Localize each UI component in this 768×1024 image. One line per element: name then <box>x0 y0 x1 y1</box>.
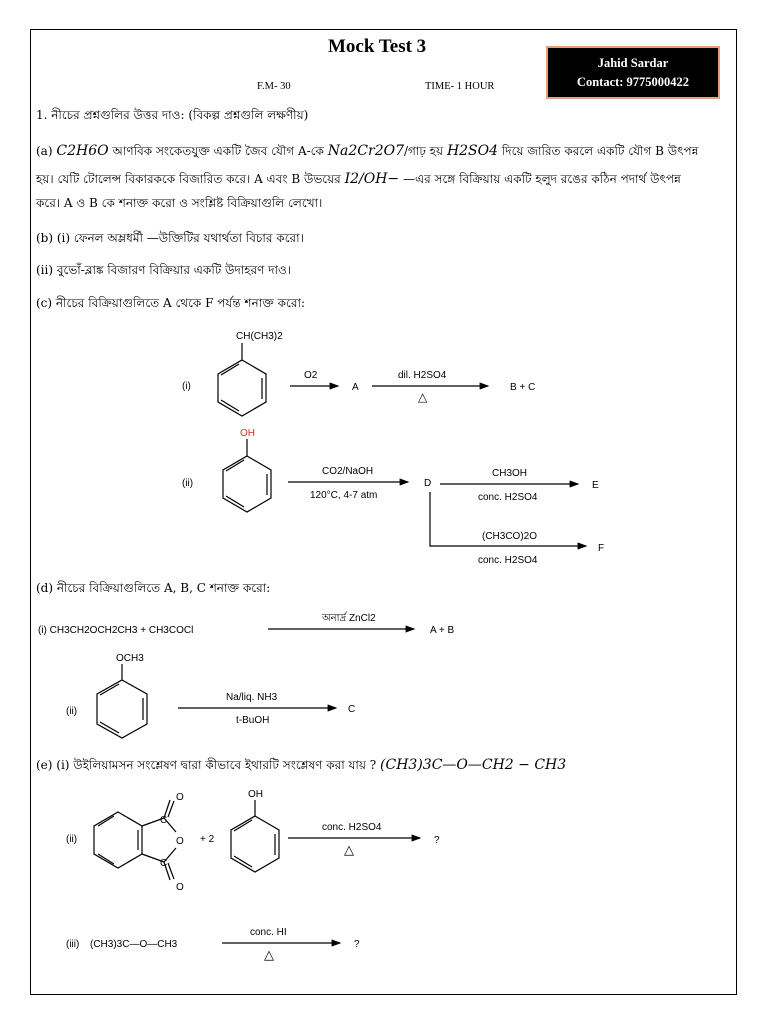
c-ii-reagent-acetic-anhydride: (CH3CO)2O <box>482 531 538 542</box>
c-i-product-a: A <box>352 382 359 393</box>
c-ii-reagent-ch3oh: CH3OH <box>492 468 528 479</box>
question-e-i-text: (e) (i) উইলিয়ামসন সংশ্লেষণ দ্বারা কীভাবে ইথারটি সংশ্লেষণ করা যায় ? <box>36 758 377 772</box>
question-1-heading: 1. নীচের প্রশ্নগুলির উত্তর দাও: (বিকল্প প্রশ্নগুলি লক্ষণীয়) <box>36 108 309 122</box>
anhydride-oxygen-bottom: O <box>176 882 184 893</box>
question-b-ii: (ii) বুভোঁ-ব্লাঙ্ক বিজারণ বিক্রিয়ার একটি উদাহরণ দাও। <box>36 263 292 277</box>
d-ii-label: (ii) <box>66 706 78 717</box>
benzene-ring-phenol-e <box>231 800 279 872</box>
e-iii-product-unknown: ? <box>354 939 360 950</box>
formula-iodoform-reagent: I2/OH− <box>344 171 400 187</box>
question-a-line2-start: হয়। যেটি টোলেন্স বিকারককে বিজারিত করে। A এবং B উভয়ের <box>36 172 341 186</box>
formula-ether: (CH3)3C—O—CH2 − CH3 <box>380 757 567 773</box>
anhydride-oxygen-ring: O <box>176 836 184 847</box>
contact-phone: Contact: 9775000422 <box>576 75 690 89</box>
c-ii-condition-temp: 120°C, 4-7 atm <box>310 490 378 501</box>
d-ii-product-c: C <box>348 704 356 715</box>
formula-c2h6o: C2H6O <box>56 143 109 159</box>
heat-symbol-e-ii: △ <box>344 842 354 857</box>
heat-symbol-c-i: △ <box>418 390 428 404</box>
c-ii-reagent-co2-naoh: CO2/NaOH <box>322 466 374 477</box>
c-ii-product-e: E <box>592 480 599 491</box>
anisole-substituent: OCH3 <box>116 653 144 664</box>
c-ii-product-f: F <box>598 543 605 554</box>
question-a-line3: করে। A ও B কে শনাক্ত করো ও সংশ্লিষ্ট বিক্রিয়াগুলি লেখো। <box>36 196 323 210</box>
phenol-oh-label: OH <box>240 428 255 439</box>
formula-na2cr2o7: Na2Cr2O7 <box>327 143 404 159</box>
d-i-products-ab: A + B <box>430 625 455 636</box>
formula-h2so4: H2SO4 <box>446 143 499 159</box>
contact-name: Jahid Sardar <box>597 56 669 70</box>
c-i-reagent-o2: O2 <box>304 370 318 381</box>
c-i-products-bc: B + C <box>510 382 536 393</box>
e-ii-phenol-oh: OH <box>248 789 263 800</box>
question-a-text1: আণবিক সংকেতযুক্ত একটি জৈব যৌগ A-কে <box>112 144 324 158</box>
time-limit: TIME- 1 HOUR <box>425 81 495 92</box>
c-ii-label: (ii) <box>182 478 194 489</box>
question-c: (c) নীচের বিক্রিয়াগুলিতে A থেকে F পর্যন্ত শনাক্ত করো: <box>36 296 305 310</box>
benzene-ring-phenol <box>223 439 271 512</box>
e-iii-reactant: (CH3)3C—O—CH3 <box>90 939 178 950</box>
c-ii-reagent-conc-h2so4-1: conc. H2SO4 <box>478 492 538 503</box>
e-iii-label: (iii) <box>66 939 80 950</box>
anhydride-oxygen-top: O <box>176 792 184 803</box>
benzene-ring-anisole <box>97 664 147 738</box>
question-a-text3: দিয়ে জারিত করলে একটি যৌগ B উৎপন্ন <box>501 144 699 158</box>
c-i-label: (i) <box>182 381 191 392</box>
e-ii-reagent-conc-h2so4: conc. H2SO4 <box>322 822 382 833</box>
question-b-i: (b) (i) ফেনল অম্লধর্মী —উক্তিটির যথার্থতা বিচার করো। <box>36 231 304 245</box>
full-marks: F.M- 30 <box>257 81 291 92</box>
question-d: (d) নীচের বিক্রিয়াগুলিতে A, B, C শনাক্ত করো: <box>36 581 271 595</box>
anhydride-carbon-top: C <box>160 815 168 826</box>
cumene-substituent: CH(CH3)2 <box>236 331 283 342</box>
c-i-reagent-dil-h2so4: dil. H2SO4 <box>398 370 447 381</box>
e-ii-product-unknown: ? <box>434 835 440 846</box>
page-title: Mock Test 3 <box>328 36 427 57</box>
d-i-reactants: (i) CH3CH2OCH2CH3 + CH3COCl <box>38 625 194 636</box>
question-a-text2: /গাঢ় হয় <box>403 144 444 158</box>
d-i-reagent-zncl2: অনার্দ্র ZnCl2 <box>322 613 376 624</box>
question-a-line2-end: —এর সঙ্গে বিক্রিয়ায় একটি হলুদ রঙের কঠিন পদার্থ উৎপন্ন <box>403 172 681 186</box>
anhydride-carbon-bottom: C <box>160 858 168 869</box>
c-ii-product-d: D <box>424 478 432 489</box>
d-ii-reagent-tbuoh: t-BuOH <box>236 715 270 726</box>
e-ii-plus-2: + 2 <box>200 834 215 845</box>
d-ii-reagent-na-nh3: Na/liq. NH3 <box>226 692 278 703</box>
e-ii-label: (ii) <box>66 834 78 845</box>
heat-symbol-e-iii: △ <box>264 947 274 962</box>
c-ii-reagent-conc-h2so4-2: conc. H2SO4 <box>478 555 538 566</box>
benzene-ring-cumene <box>218 343 266 416</box>
e-iii-reagent-conc-hi: conc. HI <box>250 927 287 938</box>
question-a-label: (a) <box>36 144 53 158</box>
